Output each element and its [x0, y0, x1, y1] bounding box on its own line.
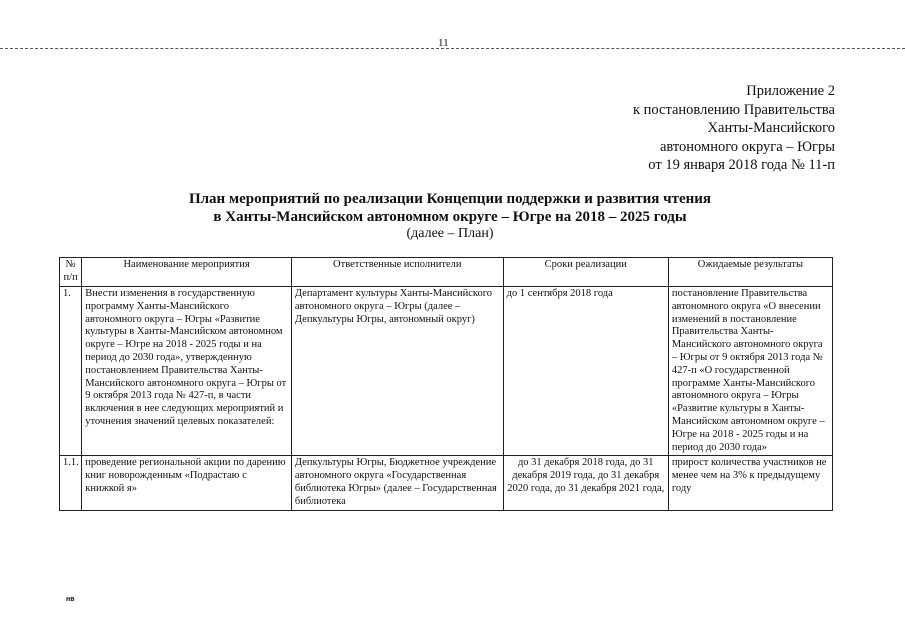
appendix-line: от 19 января 2018 года № 11-п	[648, 157, 835, 173]
cell-deadline: до 31 декабря 2018 года, до 31 декабря 2019 года, до 31 декабря 2020 года, до 31 декабря 2021 года,	[503, 456, 668, 511]
table-row	[60, 456, 833, 511]
cell-deadline: до 1 сентября 2018 года	[503, 287, 668, 456]
plan-table	[59, 257, 833, 511]
appendix-line: Приложение 2	[746, 83, 835, 99]
title-line-1: План мероприятий по реализации Концепции поддержки и развития чтения	[188, 191, 712, 207]
appendix-block	[633, 82, 835, 175]
appendix-line: Ханты-Мансийского	[707, 120, 835, 136]
document-title	[150, 190, 750, 226]
cell-num: 1.1.	[60, 456, 82, 511]
cell-name: проведение региональной акции по дарению книг новорожденным «Подрастаю с книжкой я»	[82, 456, 292, 511]
cell-num: 1.	[60, 287, 82, 456]
appendix-line: автономного округа – Югры	[659, 138, 835, 155]
title-line-2: в Ханты-Мансийском автономном округе – Югре на 2018 – 2025 годы	[213, 209, 687, 225]
page-number: 11	[438, 37, 449, 49]
cell-executors: Департамент культуры Ханты-Мансийского автономного округа – Югры (далее – Депкультуры Югры, автономный округ)	[291, 287, 503, 456]
header-results: Ожидаемые результаты	[668, 258, 832, 287]
appendix-line: к постановлению Правительства	[633, 101, 835, 118]
cell-results: постановление Правительства автономного округа «О внесении изменений в постановление Правительства Ханты-Мансийского автономного округа – Югры от 9 октября 2013 года № 427-п «О государственной программе Ханты-Мансийского автономного округа – Югры «Развитие культуры в Ханты-Мансийском автономном округе – Югре на 2018 - 2025 годы и на период до 2030 года»	[668, 287, 832, 456]
cell-executors: Депкультуры Югры, Бюджетное учреждение автономного округа «Государственная библиотека Югры» (далее – Государственная библиотека	[291, 456, 503, 511]
cell-results: прирост количества участников не менее чем на 3% к предыдущему году	[668, 456, 832, 511]
footer-mark: нв	[66, 596, 75, 603]
header-num: № п/п	[60, 258, 82, 287]
header-deadline: Сроки реализации	[503, 258, 668, 287]
table-row	[60, 287, 833, 456]
header-name: Наименование мероприятия	[82, 258, 292, 287]
header-executors: Ответственные исполнители	[291, 258, 503, 287]
cell-name: Внести изменения в государственную программу Ханты-Мансийского автономного округа – Югры «Развитие культуры в Ханты-Мансийском автономном округе – Югре на 2018 - 2025 годы и на период до 2030 года», утвержденную постановлением Правительства Ханты-Мансийского автономного округа – Югры от 9 октября 2013 года № 427-п, в части включения в нее следующих мероприятий и уточнения значений целевых показателей:	[82, 287, 292, 456]
document-subtitle: (далее – План)	[406, 226, 494, 241]
table-header-row	[60, 258, 833, 287]
header-divider	[0, 48, 905, 49]
